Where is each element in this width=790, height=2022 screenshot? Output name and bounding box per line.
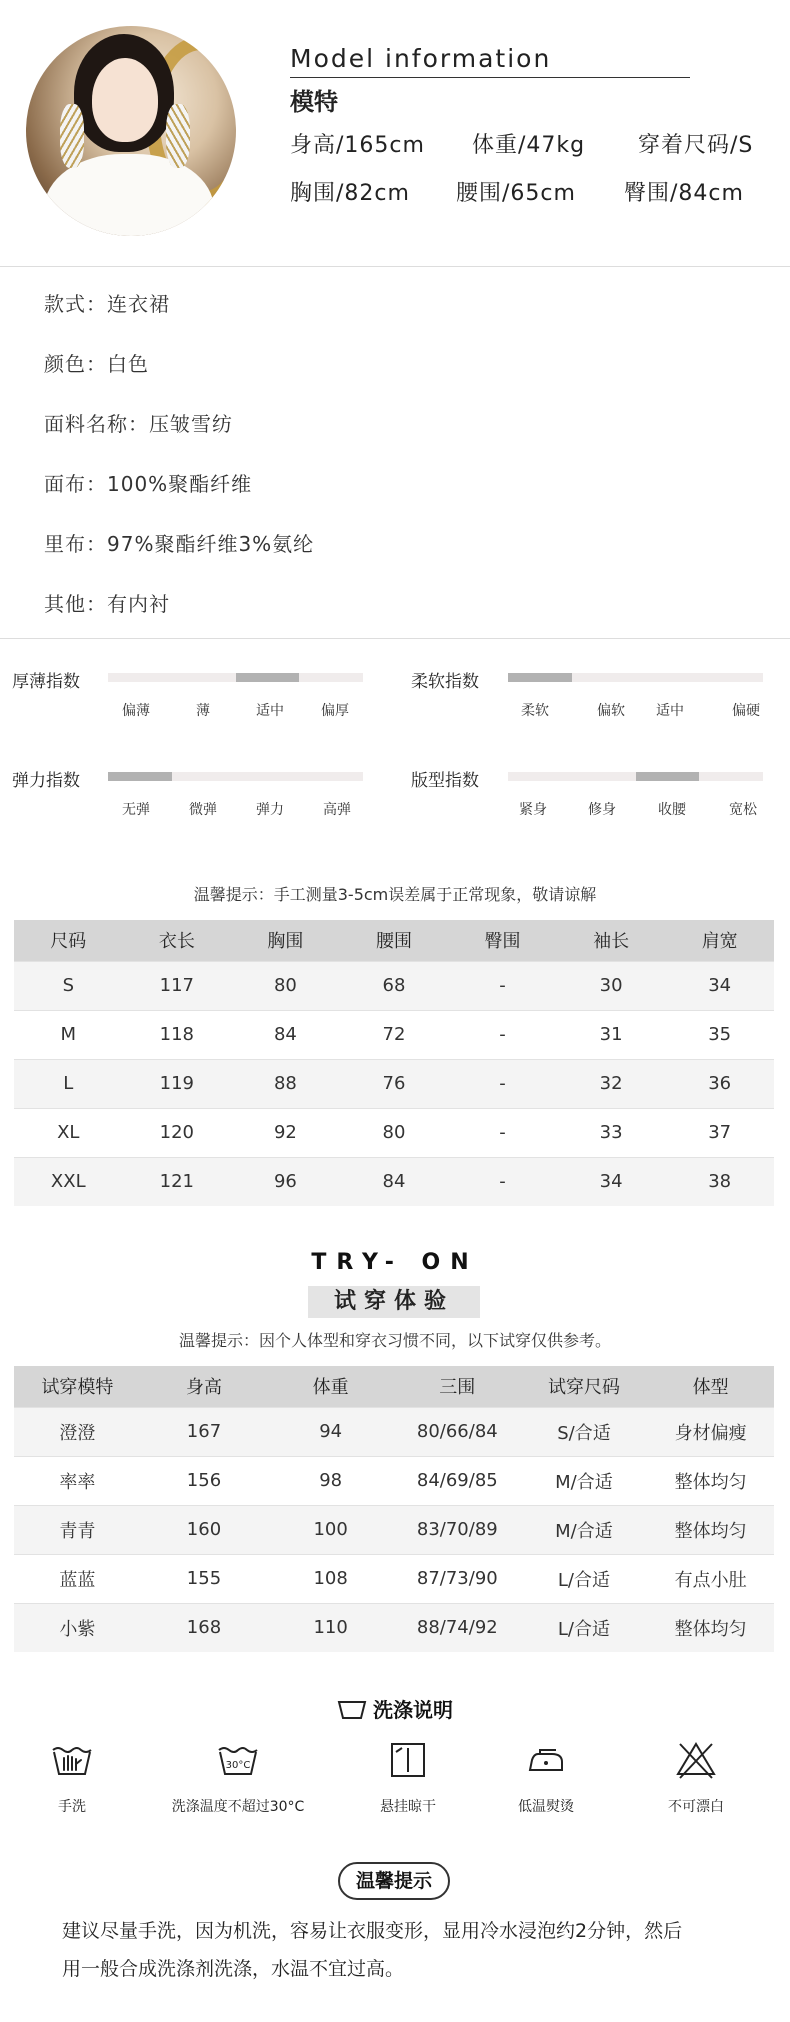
- index-track-elasticity: [108, 772, 363, 781]
- tryon-row: [14, 1603, 774, 1652]
- size-cell: 119: [123, 1059, 232, 1108]
- tryon-header-cell: 三围: [394, 1366, 521, 1407]
- index-fill: [508, 673, 572, 682]
- size-cell: 80: [231, 961, 340, 1010]
- size-cell: 92: [231, 1108, 340, 1157]
- wash-label: 低温熨烫: [518, 1799, 574, 1815]
- size-header-cell: 腰围: [340, 920, 449, 961]
- attr-outer-fabric: 面布：100%聚酯纤维: [44, 472, 253, 496]
- tip-text: [62, 1912, 742, 1988]
- tryon-table-header: [14, 1366, 774, 1407]
- tryon-cell: L/合适: [521, 1554, 648, 1603]
- tryon-cell: 整体均匀: [647, 1505, 774, 1554]
- size-cell: -: [448, 1059, 557, 1108]
- divider: [0, 638, 790, 639]
- tryon-cell: 87/73/90: [394, 1554, 521, 1603]
- wash-label: 悬挂晾干: [380, 1799, 436, 1815]
- size-header-cell: 衣长: [123, 920, 232, 961]
- size-row: [14, 961, 774, 1010]
- tryon-cell: L/合适: [521, 1603, 648, 1652]
- no-bleach-icon: [674, 1740, 718, 1780]
- tryon-header-cell: 试穿模特: [14, 1366, 141, 1407]
- index-option: 修身: [588, 802, 616, 818]
- size-cell: 121: [123, 1157, 232, 1206]
- tryon-cell: 155: [141, 1554, 268, 1603]
- model-face: [92, 58, 158, 142]
- index-option: 高弹: [323, 802, 351, 818]
- model-hip: 臀围/84cm: [624, 181, 744, 206]
- size-cell: 84: [340, 1157, 449, 1206]
- size-cell: -: [448, 1157, 557, 1206]
- size-header-cell: 袖长: [557, 920, 666, 961]
- tryon-cell: 94: [267, 1407, 394, 1456]
- tryon-cell: 88/74/92: [394, 1603, 521, 1652]
- tryon-cell: 有点小肚: [647, 1554, 774, 1603]
- tryon-note: 温馨提示：因个人体型和穿衣习惯不同，以下试穿仅供参考。: [178, 1331, 611, 1350]
- size-cell: 96: [231, 1157, 340, 1206]
- attr-color: 颜色：白色: [44, 352, 149, 376]
- model-bust: 胸围/82cm: [290, 181, 410, 206]
- size-table: [14, 920, 774, 1206]
- wash-30-icon: [216, 1740, 260, 1780]
- index-option: 偏硬: [732, 703, 760, 719]
- size-cell: -: [448, 1010, 557, 1059]
- index-track-fit: [508, 772, 763, 781]
- index-fill: [636, 772, 700, 781]
- size-cell: 84: [231, 1010, 340, 1059]
- tryon-cell: 108: [267, 1554, 394, 1603]
- divider: [0, 266, 790, 267]
- size-cell: 88: [231, 1059, 340, 1108]
- size-cell: 76: [340, 1059, 449, 1108]
- index-option: 适中: [256, 703, 284, 719]
- attr-style: 款式：连衣裙: [44, 292, 170, 316]
- size-cell: 31: [557, 1010, 666, 1059]
- model-info-subtitle: 模特: [290, 88, 338, 116]
- index-option: 紧身: [519, 802, 547, 818]
- tryon-cell: M/合适: [521, 1456, 648, 1505]
- size-cell: 32: [557, 1059, 666, 1108]
- tryon-header-cell: 体重: [267, 1366, 394, 1407]
- index-option: 宽松: [729, 802, 757, 818]
- index-option: 偏厚: [321, 703, 349, 719]
- tryon-cell: 青青: [14, 1505, 141, 1554]
- size-cell: XXL: [14, 1157, 123, 1206]
- size-row: [14, 1108, 774, 1157]
- size-cell: 118: [123, 1010, 232, 1059]
- tryon-cell: 160: [141, 1505, 268, 1554]
- tryon-row: [14, 1407, 774, 1456]
- tryon-cell: 98: [267, 1456, 394, 1505]
- wash-item-hand-wash: [0, 1740, 162, 1816]
- index-option: 柔软: [521, 703, 549, 719]
- size-row: [14, 1157, 774, 1206]
- tryon-cell: 蓝蓝: [14, 1554, 141, 1603]
- size-cell: 30: [557, 961, 666, 1010]
- tryon-header-cell: 身高: [141, 1366, 268, 1407]
- tryon-cell: 84/69/85: [394, 1456, 521, 1505]
- size-cell: 37: [665, 1108, 774, 1157]
- size-cell: 72: [340, 1010, 449, 1059]
- size-cell: M: [14, 1010, 123, 1059]
- tryon-cell: 身材偏瘦: [647, 1407, 774, 1456]
- tryon-cell: 100: [267, 1505, 394, 1554]
- tryon-cell: 110: [267, 1603, 394, 1652]
- size-cell: -: [448, 961, 557, 1010]
- size-cell: 33: [557, 1108, 666, 1157]
- tip-line-2: 用一般合成洗涤剂洗涤，水温不宜过高。: [62, 1958, 405, 1980]
- size-cell: 120: [123, 1108, 232, 1157]
- index-track-softness: [508, 673, 763, 682]
- size-cell: 80: [340, 1108, 449, 1157]
- tryon-cell: 156: [141, 1456, 268, 1505]
- index-option: 适中: [656, 703, 684, 719]
- attr-lining: 里布：97%聚酯纤维3%氨纶: [44, 532, 315, 556]
- wash-label: 洗涤温度不超过30°C: [171, 1799, 305, 1815]
- wash-item-no-bleach: [606, 1740, 786, 1816]
- washing-title-text: 洗涤说明: [373, 1698, 453, 1722]
- model-information-section: [0, 0, 790, 266]
- tryon-cell: 整体均匀: [647, 1603, 774, 1652]
- tryon-cell: 83/70/89: [394, 1505, 521, 1554]
- index-fill: [108, 772, 172, 781]
- tryon-row: [14, 1554, 774, 1603]
- index-track-thickness: [108, 673, 363, 682]
- wash-label: 手洗: [58, 1799, 86, 1815]
- earring-left: [60, 104, 84, 168]
- size-cell: XL: [14, 1108, 123, 1157]
- wash-label: 不可漂白: [668, 1799, 724, 1815]
- hang-dry-icon: [386, 1740, 430, 1780]
- tryon-header-cell: 体型: [647, 1366, 774, 1407]
- model-height: 身高/165cm: [290, 133, 425, 158]
- index-label-thickness: 厚薄指数: [12, 672, 80, 692]
- attr-other: 其他：有内衬: [44, 592, 170, 616]
- size-table-header: [14, 920, 774, 961]
- tryon-cell: 167: [141, 1407, 268, 1456]
- index-option: 偏软: [597, 703, 625, 719]
- tryon-title-en: TRY- ON: [311, 1250, 479, 1275]
- tryon-cell: 168: [141, 1603, 268, 1652]
- model-weight: 体重/47kg: [472, 133, 586, 158]
- size-cell: 117: [123, 961, 232, 1010]
- tryon-header-cell: 试穿尺码: [521, 1366, 648, 1407]
- size-row: [14, 1059, 774, 1108]
- tryon-row: [14, 1505, 774, 1554]
- tryon-row: [14, 1456, 774, 1505]
- attr-fabric-name: 面料名称：压皱雪纺: [44, 412, 233, 436]
- washing-basin-icon: [337, 1698, 367, 1720]
- model-avatar: [26, 26, 236, 236]
- size-header-cell: 胸围: [231, 920, 340, 961]
- size-cell: L: [14, 1059, 123, 1108]
- index-label-elasticity: 弹力指数: [12, 771, 80, 791]
- index-option: 收腰: [658, 802, 686, 818]
- index-option: 无弹: [122, 802, 150, 818]
- index-label-fit: 版型指数: [411, 771, 479, 791]
- washing-title: [0, 1694, 790, 1723]
- tryon-table-body: [14, 1407, 774, 1652]
- size-header-cell: 尺码: [14, 920, 123, 961]
- size-cell: 68: [340, 961, 449, 1010]
- size-note: 温馨提示：手工测量3-5cm误差属于正常现象，敬请谅解: [193, 885, 597, 904]
- index-option: 薄: [196, 703, 210, 719]
- index-option: 偏薄: [122, 703, 150, 719]
- tryon-cell: 率率: [14, 1456, 141, 1505]
- tryon-cell: 澄澄: [14, 1407, 141, 1456]
- size-cell: 38: [665, 1157, 774, 1206]
- size-header-cell: 臀围: [448, 920, 557, 961]
- index-label-softness: 柔软指数: [411, 672, 479, 692]
- size-cell: 34: [665, 961, 774, 1010]
- tip-badge: 温馨提示: [338, 1862, 450, 1900]
- tryon-cell: 小紫: [14, 1603, 141, 1652]
- tryon-table: [14, 1366, 774, 1652]
- model-info-underline: [290, 77, 690, 78]
- size-cell: -: [448, 1108, 557, 1157]
- size-header-cell: 肩宽: [665, 920, 774, 961]
- tryon-cell: S/合适: [521, 1407, 648, 1456]
- tryon-cell: M/合适: [521, 1505, 648, 1554]
- wash-item-wash-30: [148, 1740, 328, 1816]
- low-iron-icon: [524, 1740, 568, 1780]
- tip-line-1: 建议尽量手洗，因为机洗，容易让衣服变形，显用冷水浸泡约2分钟，然后: [62, 1920, 683, 1942]
- tryon-title-cn: 试穿体验: [308, 1286, 480, 1318]
- model-waist: 腰围/65cm: [456, 181, 576, 206]
- index-option: 微弹: [189, 802, 217, 818]
- size-cell: S: [14, 961, 123, 1010]
- size-cell: 34: [557, 1157, 666, 1206]
- size-row: [14, 1010, 774, 1059]
- earring-right: [166, 104, 190, 168]
- size-cell: 35: [665, 1010, 774, 1059]
- wash-30-badge: 30°C: [225, 1760, 251, 1771]
- model-size: 穿着尺码/S: [638, 133, 754, 158]
- hand-wash-icon: [50, 1740, 94, 1780]
- model-info-title: Model information: [290, 44, 552, 73]
- tryon-cell: 80/66/84: [394, 1407, 521, 1456]
- size-cell: 36: [665, 1059, 774, 1108]
- size-table-body: [14, 961, 774, 1206]
- tryon-cell: 整体均匀: [647, 1456, 774, 1505]
- index-fill: [236, 673, 300, 682]
- index-option: 弹力: [256, 802, 284, 818]
